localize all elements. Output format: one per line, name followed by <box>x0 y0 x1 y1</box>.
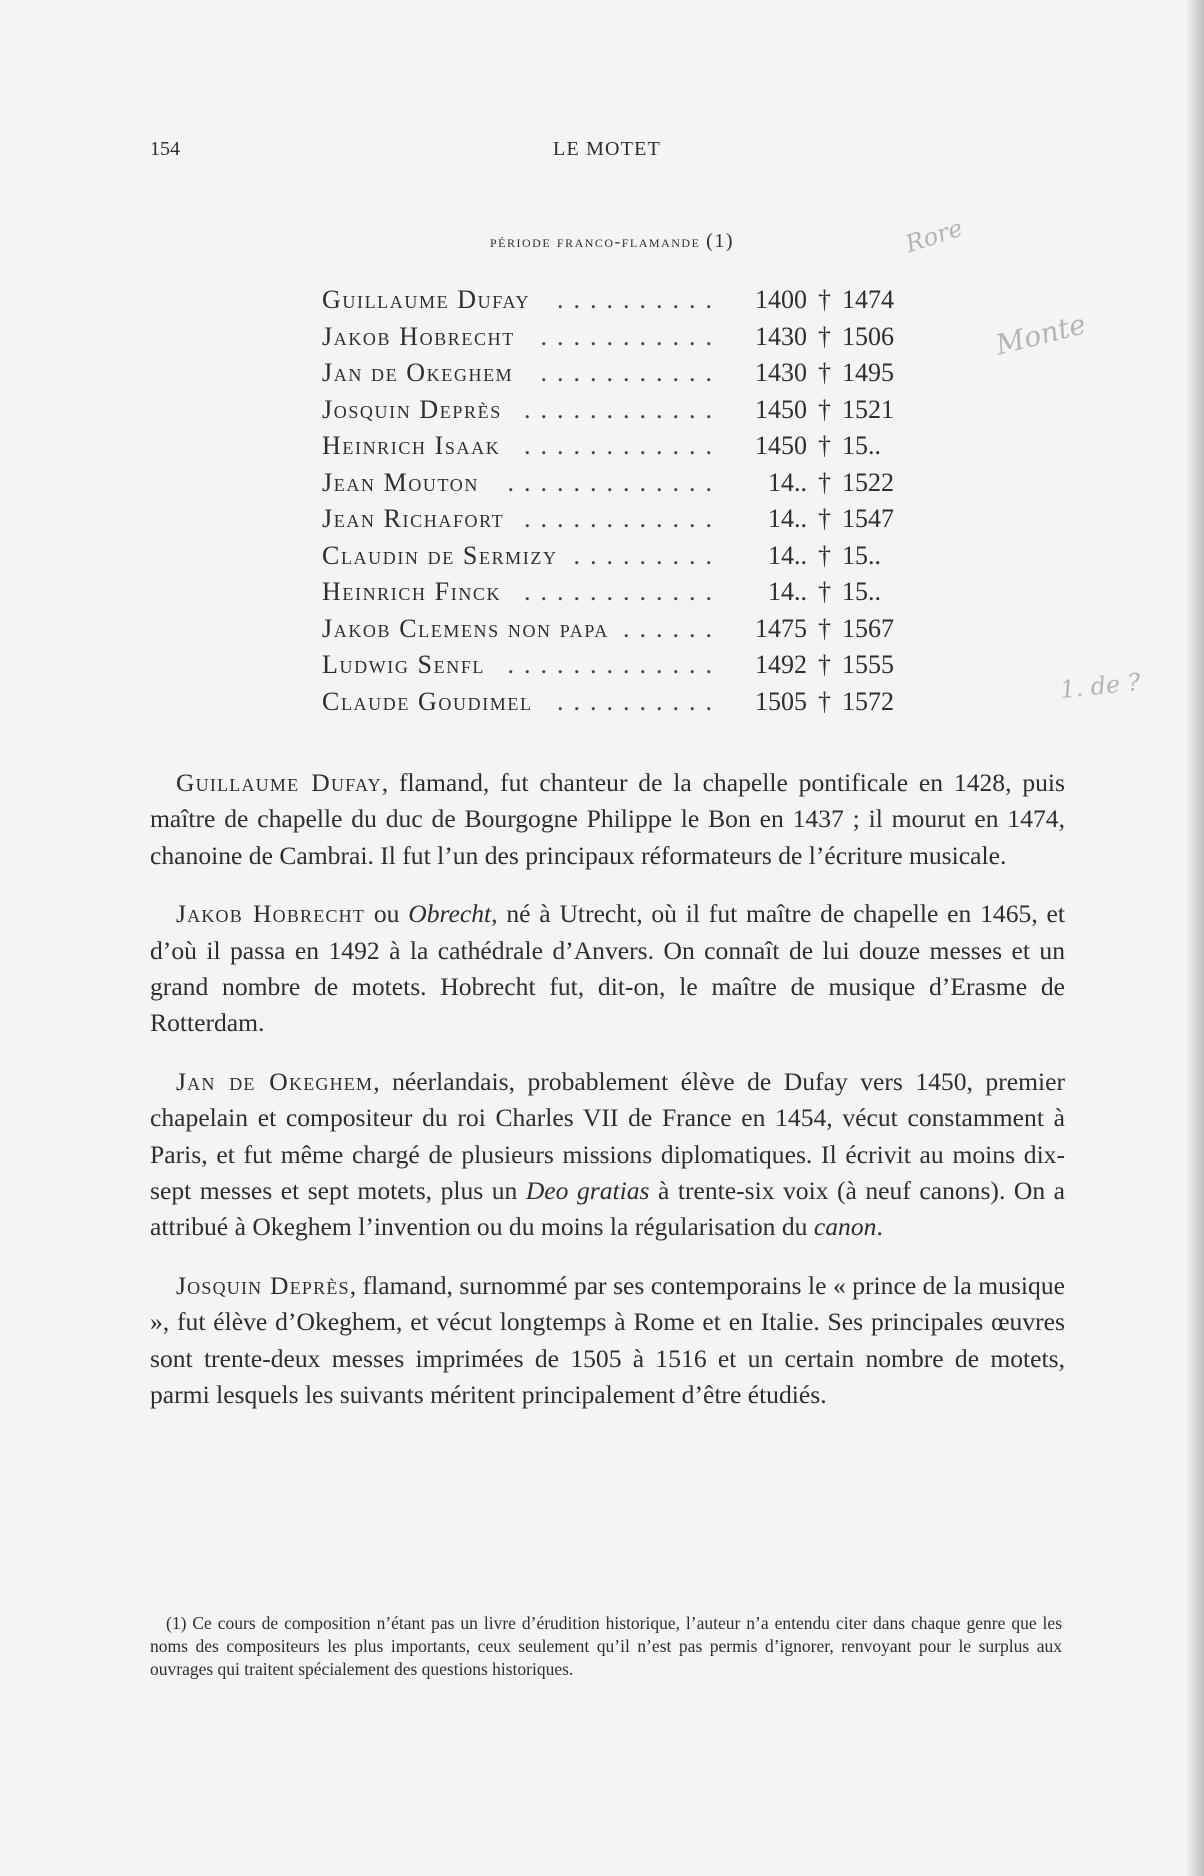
composer-name: Jan de Okeghem <box>322 358 514 387</box>
death-year: 1495 <box>842 358 894 387</box>
death-year: 1572 <box>842 686 894 716</box>
composer-name: Josquin Deprès <box>176 1270 350 1300</box>
birth-year: 1492 <box>755 650 807 679</box>
composer-name: Heinrich Isaak <box>322 431 501 460</box>
leader-dots: ........... <box>540 321 722 351</box>
composer-name: Guillaume Dufay <box>176 768 382 797</box>
page-edge-shadow <box>1186 0 1204 1876</box>
birth-year: 1475 <box>755 613 807 643</box>
paragraph-okeghem <box>150 1064 1065 1246</box>
death-cross-symbol: † <box>818 394 831 424</box>
alternate-name: Obrecht <box>408 899 492 929</box>
birth-year: 14.. <box>768 467 807 497</box>
paragraph-text: , flamand, surnommé par ses contemporains le « prince de la musique », fut élève d’Okeghem, et vécut longtemps à Rome et en Italie. Ses principales œuvres sont trente-deux messes imprimées de 1505 à 1516 et un certain nombre de motets, parmi lesquels les suivants méritent principalement d’être étudiés. <box>150 1270 1065 1410</box>
composer-name: Josquin Deprès <box>322 394 502 424</box>
birth-year: 14.. <box>768 540 807 570</box>
leader-dots: ............ <box>524 577 722 606</box>
paragraph-text: à trente-six voix (à neuf canons). On a attribué à Okeghem l’invention ou du moins la régularisation du <box>150 1176 1065 1242</box>
composer-row <box>322 577 922 614</box>
death-cross-symbol: † <box>818 321 831 351</box>
leader-dots: ........... <box>540 358 722 387</box>
handwritten-annotation: Rore <box>902 213 967 259</box>
leader-dots: ............. <box>507 650 722 679</box>
composer-row <box>322 358 922 395</box>
composer-name: Jan de Okeghem <box>176 1066 374 1096</box>
paragraph-text: . <box>876 1212 883 1242</box>
body-text <box>150 765 1065 1436</box>
footnote: (1) Ce cours de composition n’étant pas un livre d’érudition historique, l’auteur n’a entendu citer dans chaque genre que les noms des compositeurs les plus importants, ceux seulement qu’il n’est pas permis d’ignorer, renvoyant pour le surplus aux ouvrages qui traitent spécialement des questions historiques. <box>150 1613 1062 1679</box>
composer-name: Claudin de Sermizy <box>322 540 558 570</box>
death-year: 1506 <box>842 321 894 351</box>
death-year: 1522 <box>842 467 894 497</box>
death-year: 15.. <box>842 577 881 606</box>
death-year: 1567 <box>842 613 894 643</box>
death-year: 1521 <box>842 394 894 424</box>
death-cross-symbol: † <box>818 358 831 387</box>
composer-name: Ludwig Senfl <box>322 650 486 679</box>
handwritten-annotation: Monte <box>992 307 1090 362</box>
composer-list <box>322 285 922 723</box>
connector-text: ou <box>365 899 409 929</box>
leader-dots: .......... <box>557 285 722 314</box>
italic-term: Deo gratias <box>525 1176 650 1206</box>
death-cross-symbol: † <box>818 613 831 643</box>
composer-row <box>322 322 922 359</box>
leader-dots: .......... <box>557 686 722 716</box>
birth-year: 1505 <box>755 686 807 716</box>
death-cross-symbol: † <box>818 504 831 533</box>
composer-name: Jakob Clemens non papa <box>322 613 609 643</box>
death-cross-symbol: † <box>818 285 831 314</box>
death-year: 1474 <box>842 285 894 314</box>
death-cross-symbol: † <box>818 467 831 497</box>
composer-row <box>322 395 922 432</box>
paragraph-hobrecht <box>150 896 1065 1042</box>
composer-row <box>322 285 922 322</box>
paragraph-text: , né à Utrecht, où il fut maître de chapelle en 1465, et d’où il passa en 1492 à la cathédrale d’Anvers. On connaît de lui douze messes et un grand nombre de motets. Hobrecht fut, dit-on, le maître de musique d’Erasme de Rotterdam. <box>150 899 1065 1038</box>
composer-name: Heinrich Finck <box>322 577 502 606</box>
section-title <box>0 230 1204 253</box>
leader-dots: ......... <box>573 540 722 570</box>
birth-year: 1430 <box>755 321 807 351</box>
death-year: 15.. <box>842 540 881 570</box>
composer-name: Jakob Hobrecht <box>176 899 366 929</box>
composer-row <box>322 541 922 578</box>
composer-row <box>322 650 922 687</box>
death-cross-symbol: † <box>818 650 831 679</box>
composer-row <box>322 468 922 505</box>
composer-row <box>322 431 922 468</box>
death-year: 1547 <box>842 504 894 533</box>
birth-year: 14.. <box>768 504 807 533</box>
section-title-text: période franco-flamande <box>489 232 701 251</box>
composer-name: Jean Richafort <box>322 504 505 533</box>
paragraph-text: , néerlandais, probablement élève de Dufay vers 1450, premier chapelain et compositeur du roi Charles VII de France en 1454, vécut constamment à Paris, et fut même chargé de plusieurs missions diplomatiques. Il écrivit au moins dix-sept messes et sept motets, plus un <box>150 1066 1065 1206</box>
composer-row <box>322 614 922 651</box>
footnote-reference: (1) <box>706 230 734 252</box>
death-cross-symbol: † <box>818 686 831 716</box>
leader-dots: ............ <box>524 394 722 424</box>
paragraph-dufay <box>150 765 1065 874</box>
composer-name: Jean Mouton <box>322 467 479 497</box>
composer-row <box>322 504 922 541</box>
italic-term: canon <box>813 1212 877 1242</box>
birth-year: 1400 <box>755 285 807 314</box>
page-header <box>150 138 1064 168</box>
death-year: 1555 <box>842 650 894 679</box>
page-number: 154 <box>150 138 180 160</box>
paragraph-depres <box>150 1268 1065 1414</box>
leader-dots: ...... <box>623 613 722 643</box>
composer-row <box>322 687 922 724</box>
birth-year: 1450 <box>755 394 807 424</box>
birth-year: 1430 <box>755 358 807 387</box>
death-cross-symbol: † <box>818 431 831 460</box>
leader-dots: ............ <box>524 504 722 533</box>
composer-name: Guillaume Dufay <box>322 285 531 314</box>
death-cross-symbol: † <box>818 540 831 570</box>
death-year: 15.. <box>842 431 881 460</box>
death-cross-symbol: † <box>818 577 831 606</box>
handwritten-annotation: 1. de ? <box>1058 667 1142 705</box>
birth-year: 14.. <box>768 577 807 606</box>
leader-dots: ............. <box>507 467 722 497</box>
paragraph-text: , flamand, fut chanteur de la chapelle pontificale en 1428, puis maître de chapelle du duc de Bourgogne Philippe le Bon en 1437 ; il mourut en 1474, chanoine de Cambrai. Il fut l’un des principaux réformateurs de l’écriture musicale. <box>150 768 1065 870</box>
composer-name: Jakob Hobrecht <box>322 321 515 351</box>
leader-dots: ............ <box>524 431 722 460</box>
composer-name: Claude Goudimel <box>322 686 533 716</box>
birth-year: 1450 <box>755 431 807 460</box>
running-title: LE MOTET <box>553 138 661 160</box>
